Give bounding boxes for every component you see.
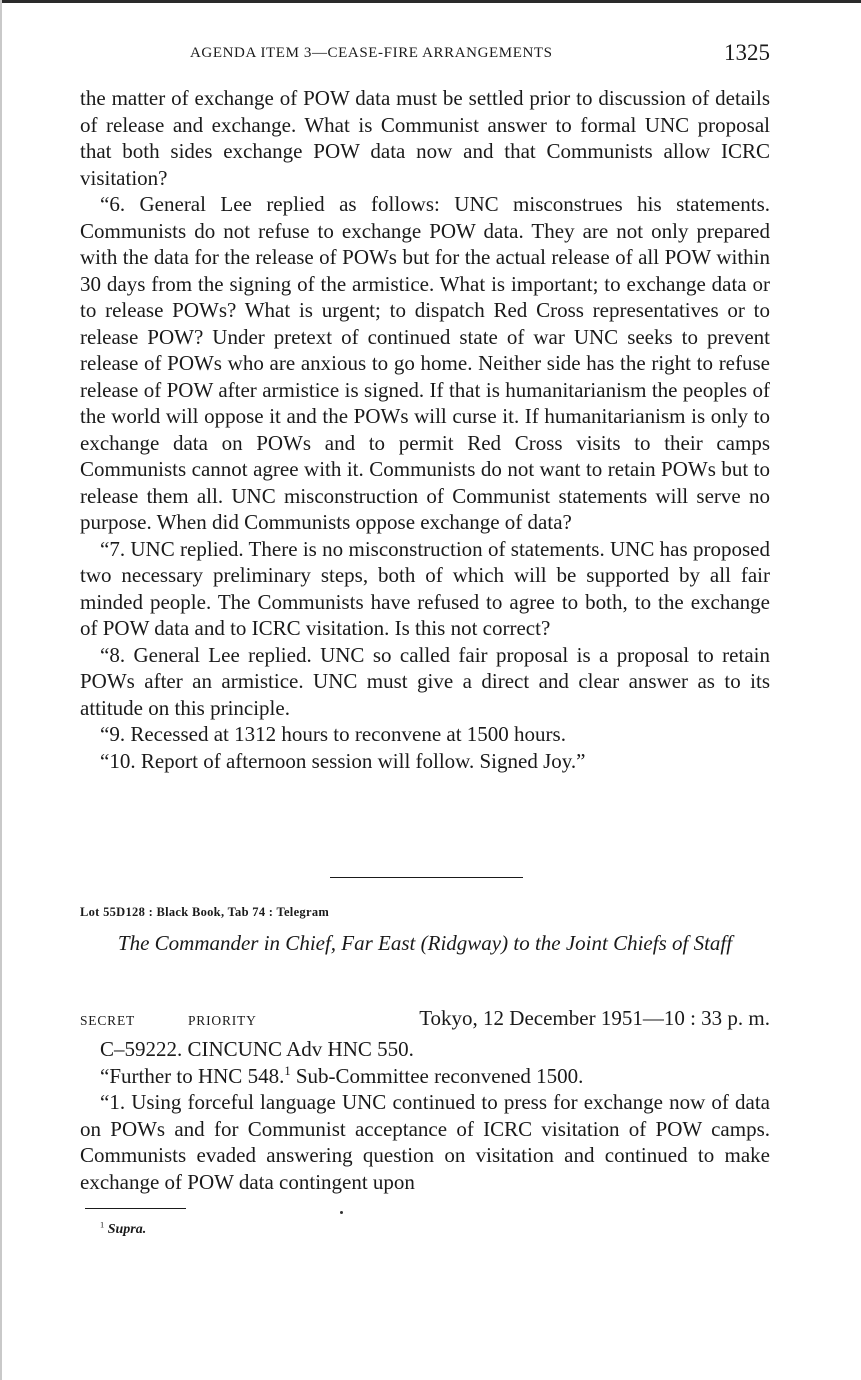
paragraph-7: “7. UNC replied. There is no misconstruction of statements. UNC has proposed two necessary preliminary steps, both of which will be supported by all fair minded people. The Communists have refused to agree to both, to the exchange of POW data and to ICRC visitation. Is this not correct?: [80, 536, 770, 640]
intro-text-rest: Sub-Committee reconvened 1500.: [290, 1063, 584, 1088]
footnote: [100, 1222, 146, 1238]
paragraph-8: “8. General Lee replied. UNC so called fair proposal is a proposal to retain POWs after an armistice. UNC must give a direct and clear answer as to its attitude on this principle.: [80, 642, 770, 720]
continued-telegram-text: [80, 85, 770, 774]
document-meta: [80, 1006, 770, 1032]
footnote-rule: [85, 1208, 186, 1209]
top-border-rule: [0, 0, 861, 3]
source-note: Lot 55D128 : Black Book, Tab 74 : Telegram: [80, 905, 330, 919]
intro-text: “Further to HNC 548.: [100, 1063, 285, 1088]
paragraph-6: “6. General Lee replied as follows: UNC misconstrues his statements. Communists do not refuse to exchange POW data. They are not only prepared with the data for the release of POWs but for the actual release of all POW within 30 days from the signing of the armistice. What is important; to exchange data or to release POWs? What is urgent; to dispatch Red Cross representatives or to release POW? Under pretext of continued state of war UNC seeks to prevent release of POWs who are anxious to go home. Neither side has the right to refuse release of POW after armistice is signed. If that is humanitarianism the peoples of the world will oppose it and the POWs will curse it. If humanitarianism is only to exchange data on POWs and to permit Red Cross visits to their camps Communists cannot agree with it. Communists do not want to retain POWs but to release them all. UNC misconstruction of Communist statements will serve no purpose. When did Communists oppose exchange of data?: [80, 192, 770, 534]
section-separator: [330, 877, 523, 878]
footnote-marker: 1: [100, 1220, 105, 1230]
page-header: [190, 40, 770, 68]
precedence-label: PRIORITY: [188, 1013, 257, 1028]
page-left-edge: [0, 0, 2, 1380]
page-number: 1325: [724, 40, 770, 65]
reference-line: C–59222. CINCUNC Adv HNC 550.: [100, 1037, 414, 1061]
classification-label: SECRET: [80, 1013, 136, 1028]
footnote-text: Supra.: [107, 1222, 147, 1237]
paragraph-1: “1. Using forceful language UNC continued to press for exchange now of data on POWs and for Communist acceptance of ICRC visitation of POW camps. Communists evaded answering question on visitation and continued to make exchange of POW data contingent upon: [80, 1090, 770, 1194]
document-title: The Commander in Chief, Far East (Ridgway) to the Joint Chiefs of Staff: [117, 931, 733, 955]
stray-mark: [340, 1211, 343, 1214]
paragraph-10: “10. Report of afternoon session will follow. Signed Joy.”: [100, 748, 586, 773]
dateline: Tokyo, 12 December 1951—10 : 33 p. m.: [419, 1006, 770, 1030]
intro-line: [80, 1063, 770, 1090]
new-telegram-text: [80, 1036, 770, 1195]
paragraph-continuation: the matter of exchange of POW data must be settled prior to discussion of details of release and exchange. What is Communist answer to formal UNC proposal that both sides exchange POW data now and that Communists allow ICRC visitation?: [80, 86, 770, 190]
footnote-reference: 1: [284, 1063, 291, 1078]
running-head: AGENDA ITEM 3—CEASE-FIRE ARRANGEMENTS: [190, 45, 553, 61]
paragraph-9: “9. Recessed at 1312 hours to reconvene at 1500 hours.: [100, 722, 566, 746]
